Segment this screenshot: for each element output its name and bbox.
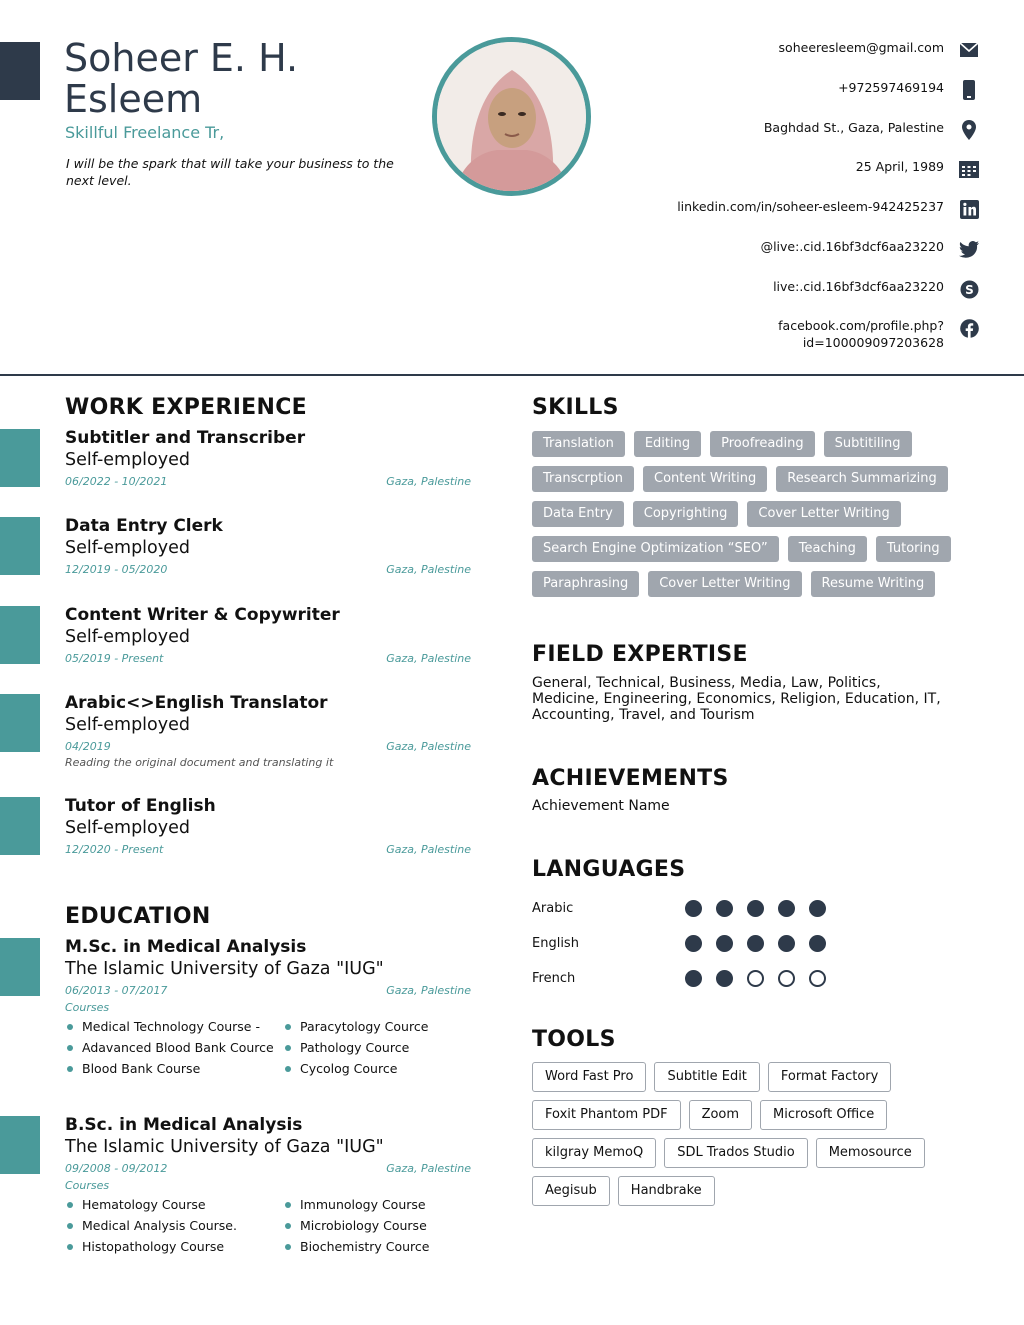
course-item: [283, 1039, 471, 1056]
course-item: [283, 1018, 471, 1035]
tools-list: [532, 1062, 932, 1206]
contact-text: @live:.cid.16bf3dcf6aa23220: [760, 239, 944, 254]
level-dot-filled: [809, 900, 826, 917]
school-name: The Islamic University of Gaza "IUG": [65, 959, 384, 979]
degree-title: B.Sc. in Medical Analysis: [65, 1115, 303, 1135]
calendar-icon: [958, 158, 980, 180]
candidate-tagline: I will be the spark that will take your business to the next level.: [66, 156, 394, 188]
bullet-icon: [285, 1066, 291, 1072]
course-item: [65, 1238, 283, 1255]
contact-text: live:.cid.16bf3dcf6aa23220: [773, 279, 944, 294]
level-dot-filled: [778, 900, 795, 917]
bullet-icon: [67, 1024, 73, 1030]
education-entry: [65, 1114, 471, 1255]
course-item: [65, 1196, 283, 1213]
language-row: [532, 898, 842, 918]
location-pin-icon: [958, 119, 980, 141]
work-entry: [65, 692, 471, 769]
skill-tag: Data Entry: [532, 501, 624, 527]
work-experience-heading: WORK EXPERIENCE: [65, 395, 307, 420]
job-dates: 06/2022 - 10/2021: [65, 475, 168, 488]
language-row: [532, 968, 842, 988]
contact-text: 25 April, 1989: [855, 159, 944, 174]
job-title: Content Writer & Copywriter: [65, 605, 340, 625]
candidate-role: Skillful Freelance Tr,: [65, 123, 225, 142]
bullet-icon: [285, 1244, 291, 1250]
course-item: [65, 1018, 283, 1035]
bullet-icon: [67, 1223, 73, 1229]
level-dot-empty: [809, 970, 826, 987]
tool-tag: Microsoft Office: [760, 1100, 887, 1130]
skills-list: [532, 431, 962, 597]
skill-tag: Transcrption: [532, 466, 634, 492]
level-dot-filled: [747, 935, 764, 952]
level-dot-filled: [685, 970, 702, 987]
header-divider: [0, 374, 1024, 376]
level-dot-filled: [716, 900, 733, 917]
job-location: Gaza, Palestine: [386, 563, 471, 576]
course-item: [283, 1196, 471, 1213]
tool-tag: Subtitle Edit: [654, 1062, 759, 1092]
contact-text: +972597469194: [838, 80, 944, 95]
job-location: Gaza, Palestine: [386, 740, 471, 753]
course-name: Histopathology Course: [82, 1239, 225, 1254]
job-location: Gaza, Palestine: [386, 475, 471, 488]
education-location: Gaza, Palestine: [386, 984, 471, 997]
languages-heading: LANGUAGES: [532, 857, 686, 882]
skype-icon: [958, 278, 980, 300]
education-location: Gaza, Palestine: [386, 1162, 471, 1175]
achievement-item: Achievement Name: [532, 798, 670, 814]
skill-tag: Paraphrasing: [532, 571, 639, 597]
facebook-icon: [958, 317, 980, 339]
bullet-icon: [285, 1202, 291, 1208]
job-title: Subtitler and Transcriber: [65, 428, 306, 448]
bullet-icon: [67, 1066, 73, 1072]
course-item: [283, 1217, 471, 1234]
courses-label: Courses: [65, 1001, 110, 1014]
level-dot-filled: [685, 900, 702, 917]
skill-tag: Content Writing: [643, 466, 767, 492]
job-employer: Self-employed: [65, 627, 190, 647]
skill-tag: Cover Letter Writing: [648, 571, 801, 597]
course-name: Pathology Cource: [300, 1040, 410, 1055]
skill-tag: Teaching: [788, 536, 867, 562]
skill-tag: Translation: [532, 431, 625, 457]
course-name: Microbiology Course: [300, 1218, 427, 1233]
language-name: English: [532, 935, 579, 951]
contact-item: [560, 158, 980, 180]
course-list: [65, 1018, 471, 1077]
work-entry: [65, 427, 471, 488]
achievements-heading: ACHIEVEMENTS: [532, 766, 729, 791]
job-title: Tutor of English: [65, 796, 216, 816]
course-list: [65, 1196, 471, 1255]
field-expertise-text: General, Technical, Business, Media, Law, Politics, Medicine, Engineering, Economics, Religion, Education, IT, Accounting, Travel, and Tourism: [532, 675, 941, 723]
job-employer: Self-employed: [65, 450, 190, 470]
contact-item[interactable]: [560, 198, 980, 220]
school-name: The Islamic University of Gaza "IUG": [65, 1137, 384, 1157]
contact-item: [560, 238, 980, 260]
course-item: [65, 1039, 283, 1056]
contact-item: [560, 278, 980, 300]
course-item: [65, 1060, 283, 1077]
entry-accent-tab: [0, 606, 40, 664]
bullet-icon: [67, 1202, 73, 1208]
name-accent-bar: [0, 42, 40, 100]
contact-item[interactable]: [560, 39, 980, 61]
work-entry: [65, 515, 471, 576]
svg-text:S: S: [964, 282, 974, 297]
entry-accent-tab: [0, 797, 40, 855]
level-dot-filled: [716, 970, 733, 987]
bullet-icon: [67, 1244, 73, 1250]
tool-tag: Memosource: [816, 1138, 925, 1168]
contact-item: [560, 79, 980, 101]
job-location: Gaza, Palestine: [386, 652, 471, 665]
skill-tag: Copyrighting: [633, 501, 739, 527]
contact-text: linkedin.com/in/soheer-esleem-942425237: [677, 199, 944, 214]
envelope-icon: [958, 39, 980, 61]
tool-tag: Format Factory: [768, 1062, 891, 1092]
job-employer: Self-employed: [65, 538, 190, 558]
course-item: [65, 1217, 283, 1234]
job-description: Reading the original document and translating it: [65, 756, 334, 769]
education-entry: [65, 936, 471, 1077]
field-expertise-heading: FIELD EXPERTISE: [532, 642, 748, 667]
job-employer: Self-employed: [65, 818, 190, 838]
level-dot-empty: [747, 970, 764, 987]
tool-tag: SDL Trados Studio: [664, 1138, 808, 1168]
language-name: Arabic: [532, 900, 574, 916]
skill-tag: Resume Writing: [811, 571, 936, 597]
phone-icon: [958, 79, 980, 101]
contact-text: Baghdad St., Gaza, Palestine: [763, 120, 944, 135]
degree-title: M.Sc. in Medical Analysis: [65, 937, 307, 957]
contact-item: [560, 119, 980, 141]
course-name: Hematology Course: [82, 1197, 206, 1212]
twitter-icon: [958, 238, 980, 260]
bullet-icon: [285, 1045, 291, 1051]
entry-accent-tab: [0, 429, 40, 487]
tool-tag: Word Fast Pro: [532, 1062, 646, 1092]
course-name: Immunology Course: [300, 1197, 426, 1212]
tool-tag: Foxit Phantom PDF: [532, 1100, 681, 1130]
level-dot-filled: [716, 935, 733, 952]
job-dates: 04/2019: [65, 740, 111, 753]
work-entry: [65, 795, 471, 856]
skill-tag: Search Engine Optimization “SEO”: [532, 536, 779, 562]
level-dot-filled: [809, 935, 826, 952]
entry-accent-tab: [0, 517, 40, 575]
tool-tag: kilgray MemoQ: [532, 1138, 656, 1168]
candidate-name-line1: Soheer E. H.: [64, 36, 299, 80]
bullet-icon: [285, 1223, 291, 1229]
courses-label: Courses: [65, 1179, 110, 1192]
job-title: Data Entry Clerk: [65, 516, 223, 536]
job-dates: 12/2019 - 05/2020: [65, 563, 168, 576]
entry-accent-tab: [0, 938, 40, 996]
course-name: Paracytology Cource: [300, 1019, 429, 1034]
course-name: Cycolog Cource: [300, 1061, 398, 1076]
contact-text: soheeresleem@gmail.com: [778, 40, 944, 55]
level-dot-filled: [778, 935, 795, 952]
job-title: Arabic<>English Translator: [65, 693, 328, 713]
course-item: [283, 1238, 471, 1255]
job-dates: 12/2020 - Present: [65, 843, 164, 856]
job-location: Gaza, Palestine: [386, 843, 471, 856]
bullet-icon: [285, 1024, 291, 1030]
education-dates: 09/2008 - 09/2012: [65, 1162, 168, 1175]
skill-tag: Cover Letter Writing: [747, 501, 900, 527]
contact-text: facebook.com/profile.php? id=100009097203628: [778, 318, 944, 350]
entry-accent-tab: [0, 694, 40, 752]
entry-accent-tab: [0, 1116, 40, 1174]
bullet-icon: [67, 1045, 73, 1051]
tool-tag: Handbrake: [618, 1176, 715, 1206]
course-name: Adavanced Blood Bank Cource: [82, 1040, 274, 1055]
education-heading: EDUCATION: [65, 904, 211, 929]
skill-tag: Editing: [634, 431, 701, 457]
candidate-name: [64, 38, 298, 120]
skill-tag: Subtitiling: [824, 431, 912, 457]
education-dates: 06/2013 - 07/2017: [65, 984, 168, 997]
skill-tag: Research Summarizing: [776, 466, 947, 492]
skills-heading: SKILLS: [532, 395, 619, 420]
job-employer: Self-employed: [65, 715, 190, 735]
job-dates: 05/2019 - Present: [65, 652, 164, 665]
level-dot-filled: [747, 900, 764, 917]
level-dot-filled: [685, 935, 702, 952]
contact-item[interactable]: [560, 317, 980, 351]
tool-tag: Aegisub: [532, 1176, 610, 1206]
course-name: Medical Technology Course -: [82, 1019, 260, 1034]
skill-tag: Tutoring: [876, 536, 951, 562]
course-name: Blood Bank Course: [82, 1061, 201, 1076]
course-name: Medical Analysis Course.: [82, 1218, 237, 1233]
candidate-name-line2: Esleem: [64, 77, 203, 121]
course-name: Biochemistry Cource: [300, 1239, 430, 1254]
language-row: [532, 933, 842, 953]
language-name: French: [532, 970, 576, 986]
work-entry: [65, 604, 471, 665]
skill-tag: Proofreading: [710, 431, 815, 457]
tool-tag: Zoom: [689, 1100, 752, 1130]
linkedin-icon: [958, 198, 980, 220]
level-dot-empty: [778, 970, 795, 987]
tools-heading: TOOLS: [532, 1027, 616, 1052]
course-item: [283, 1060, 471, 1077]
